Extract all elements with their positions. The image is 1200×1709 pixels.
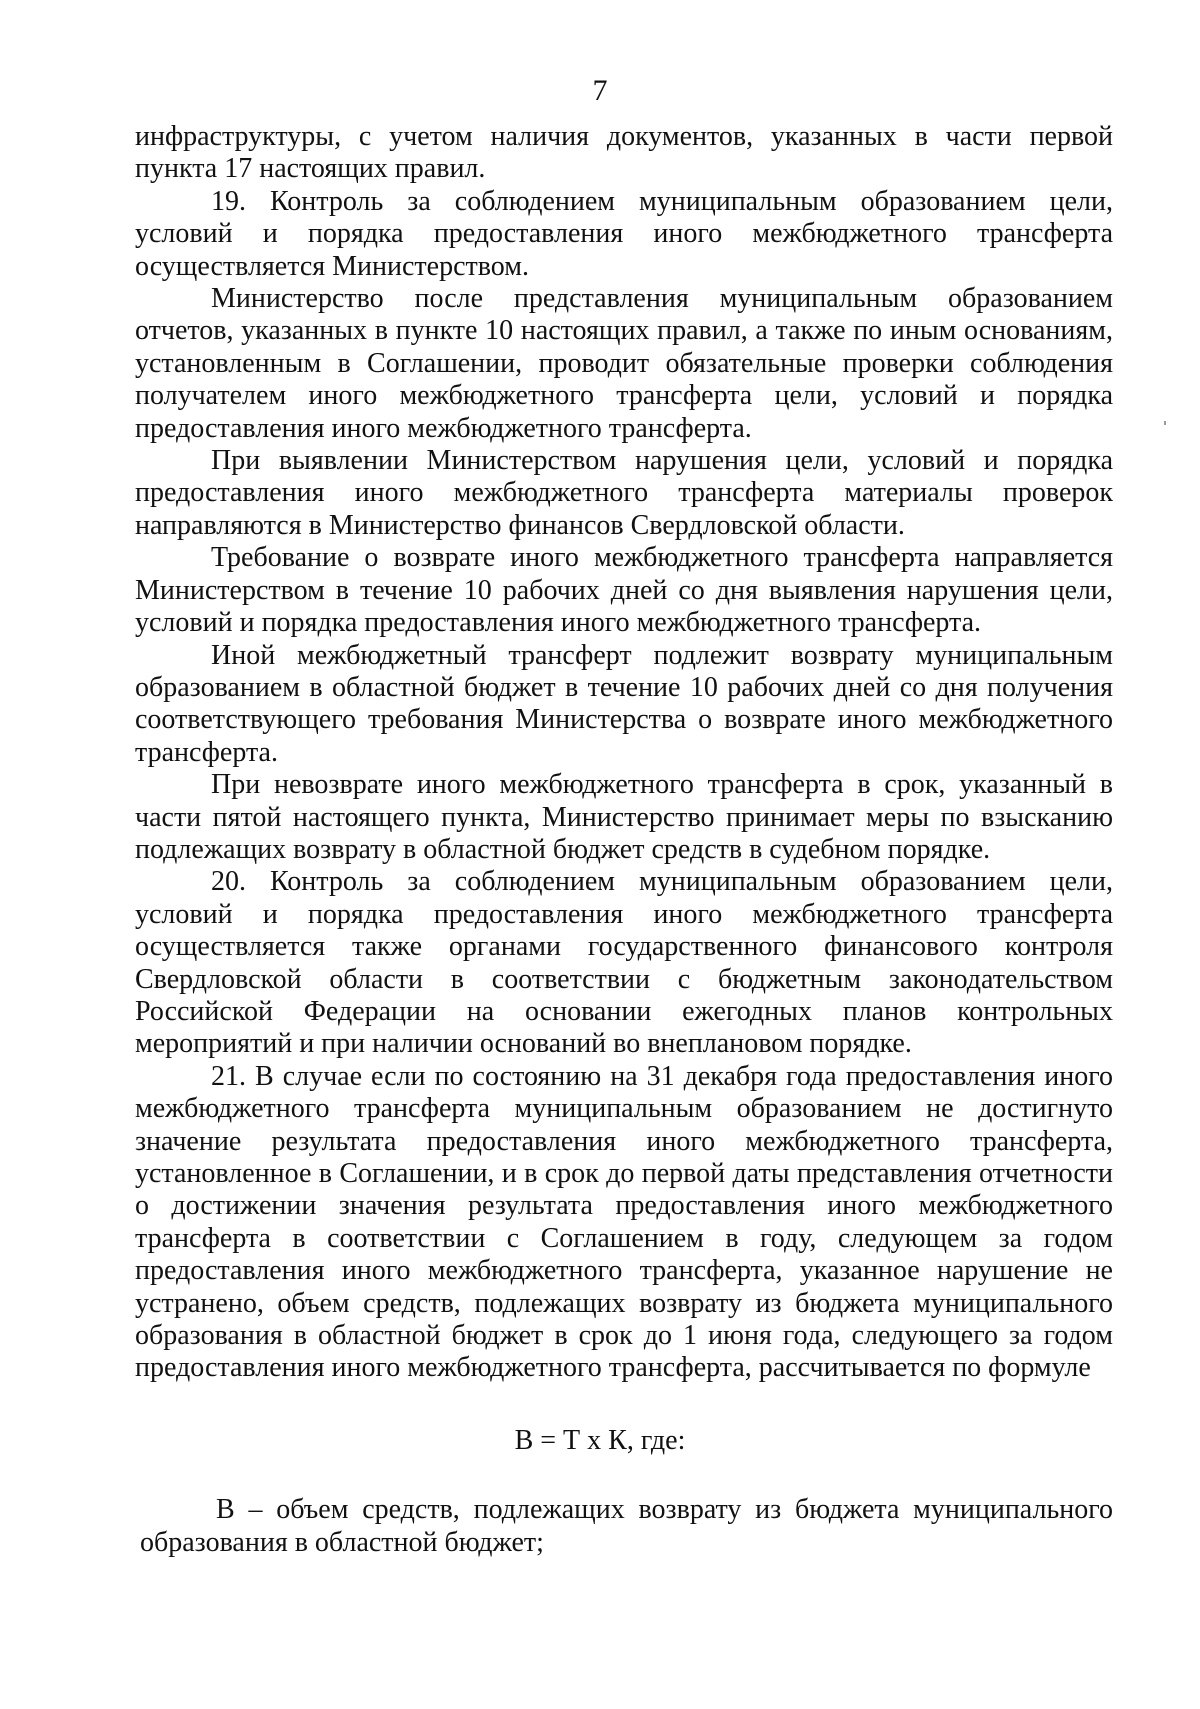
scan-artifact (1164, 421, 1166, 425)
main-text-block (135, 121, 1113, 1385)
paragraph-return-requirement: Требование о возврате иного межбюджетного трансферта направляется Министерством в течение 10 рабочих дней со дня выявления нарушения цели, условий и порядка предоставления иного межбюджетного трансферта. (135, 542, 1113, 639)
page-number: 7 (592, 74, 608, 107)
formula: В = Т х К, где: (514, 1425, 686, 1456)
paragraph-ministry-checks: Министерство после представления муниципальным образованием отчетов, указанных в пункте 10 настоящих правил, а также по иным основаниям, установленным в Соглашении, проводит обязательные проверки соблюдения получателем иного межбюджетного трансферта цели, условий и порядка предоставления иного межбюджетного трансферта. (135, 283, 1113, 444)
paragraph-return-deadline: Иной межбюджетный трансферт подлежит возврату муниципальным образованием в областной бюджет в течение 10 рабочих дней со дня получения соответствующего требования Министерства о возврате иного межбюджетного трансферта. (135, 639, 1113, 768)
paragraph-violation-materials: При выявлении Министерством нарушения цели, условий и порядка предоставления иного межбюджетного трансферта материалы проверок направляются в Министерство финансов Свердловской области. (135, 445, 1113, 541)
definitions-block (140, 1493, 1113, 1559)
paragraph-clause-21: 21. В случае если по состоянию на 31 декабря года предоставления иного межбюджетного трансферта муниципальным образованием не достигнуто значение результата предоставления иного межбюджетного трансферта, установленное в Соглашении, и в срок до первой даты представления отчетности о достижении значения результата предоставления иного межбюджетного трансферта в соответствии с Соглашением в году, следующем за годом предоставления иного межбюджетного трансферта, указанное нарушение не устранено, объем средств, подлежащих возврату из бюджета муниципального образования в областной бюджет в срок до 1 июня года, следующего за годом предоставления иного межбюджетного трансферта, рассчитывается по формуле (135, 1060, 1113, 1384)
paragraph-clause-20: 20. Контроль за соблюдением муниципальным образованием цели, условий и порядка предоставления иного межбюджетного трансферта осуществляется также органами государственного финансового контроля Свердловской области в соответствии с бюджетным законодательством Российской Федерации на основании ежегодных планов контрольных мероприятий и при наличии оснований во внеплановом порядке. (135, 866, 1113, 1060)
paragraph-continuation: инфраструктуры, с учетом наличия документов, указанных в части первой пункта 17 настоящих правил. (135, 121, 1113, 185)
definition-item: В – объем средств, подлежащих возврату из бюджета муниципального образования в областной бюджет; (140, 1494, 1113, 1558)
paragraph-court-recovery: При невозврате иного межбюджетного трансферта в срок, указанный в части пятой настоящего пункта, Министерство принимает меры по взысканию подлежащих возврату в областной бюджет средств в судебном порядке. (135, 769, 1113, 865)
paragraph-clause-19: 19. Контроль за соблюдением муниципальным образованием цели, условий и порядка предоставления иного межбюджетного трансферта осуществляется Министерством. (135, 185, 1113, 282)
